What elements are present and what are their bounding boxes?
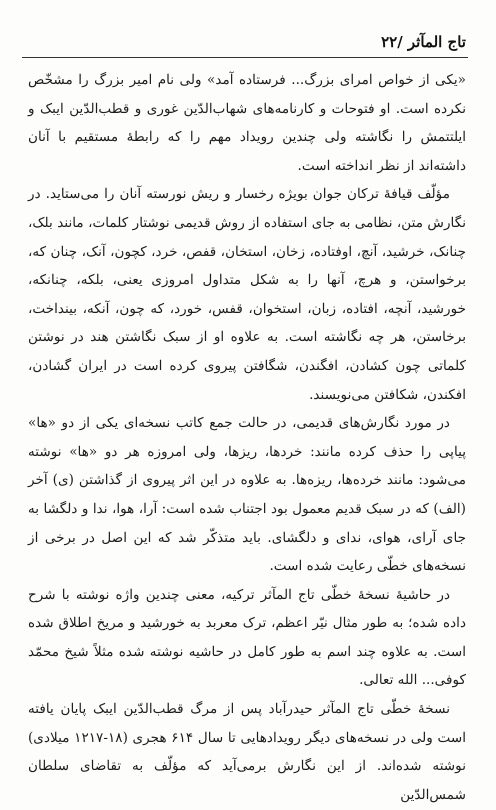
paragraph-4: در حاشیهٔ نسخهٔ خطّی تاج المآثر ترکیه، معنی چندین واژه نوشته با شرح داده شده؛ به طور مثال نیّر اعظم، ترک معربد به خورشید و مریخ اطلاق شده است. به علاوه چند اسم به طور کامل در حاشیه نوشته شده مثلاً شیخ محمّد کوفی... الله تعالی. <box>28 586 466 689</box>
running-header <box>22 32 466 52</box>
page-body <box>28 66 466 809</box>
paragraph-3: در مورد نگارش‌های قدیمی، در حالت جمع کاتب نسخه‌ای یکی از دو «ها» پیاپی را حذف کرده مانند: خردها، ریزها، ولی امروزه هر دو «ها» نوشته می‌شود: مانند خرده‌ها، ریزه‌ها. به علاوه در این اثر پیروی از گذاشتن (ی) آخر (الف) که در سبک قدیم معمول بود اجتناب شده است: آرا، هوا، ندا و دلگشا به جای آرای، هوای، ندای و دلگشای. باید متذکّر شد که این اصل در برخی از نسخه‌های خطّی رعایت شده است. <box>28 415 466 575</box>
header-rule <box>22 57 468 58</box>
paragraph-2: مؤلّف قیافهٔ ترکان جوان بویژه رخسار و ریش نورسته آنان را می‌ستاید. در نگارش متن، نظامی به جای استفاده از روش قدیمی نوشتار کلمات، مانند بلک، چنانک، خرشید، آنچ، اوفتاده، زخان، استخان، قفص، خرد، کچون، آنک، چنان که، برخواستن، و هرچ، آنها را به شکل متداول امروزی یعنی، بلکه، چنانکه، خورشید، آنچه، افتاده، زبان، استخوان، قفس، خورد، که چون، آنکه، بینداخت، برخاستن، هر چه نگاشته است. به علاوه او از سبک نگاشتن هند در نوشتن کلماتی چون کشادن، افگندن، شگافتن پیروی کرده است در ایران گشادن، افکندن، شکافتن می‌نویسند. <box>28 186 466 403</box>
paragraph-1: «یکی از خواص امرای بزرگ... فرستاده آمد» ولی نام امیر بزرگ را مشخّص نکرده است. او فتوحات و کارنامه‌های شهاب‌الدّین غوری و قطب‌الدّین ایبک و ایلتتمش را نگاشته ولی چندین رویداد مهم را که رابطهٔ مستقیم با آنان داشته‌اند از نظر انداخته است. <box>28 72 466 174</box>
running-title: تاج المآثر /۲۲ <box>381 33 466 51</box>
paragraph-5: نسخهٔ خطّی تاج المآثر حیدرآباد پس از مرگ قطب‌الدّین ایبک پایان یافته است ولی در نسخه‌های دیگر رویدادهایی تا سال ۶۱۴ هجری (۱۸-۱۲۱۷ میلادی) نوشته شده‌اند. از این نگارش برمی‌آید که مؤلّف به تقاضای سلطان شمس‌الدّین <box>28 701 466 803</box>
